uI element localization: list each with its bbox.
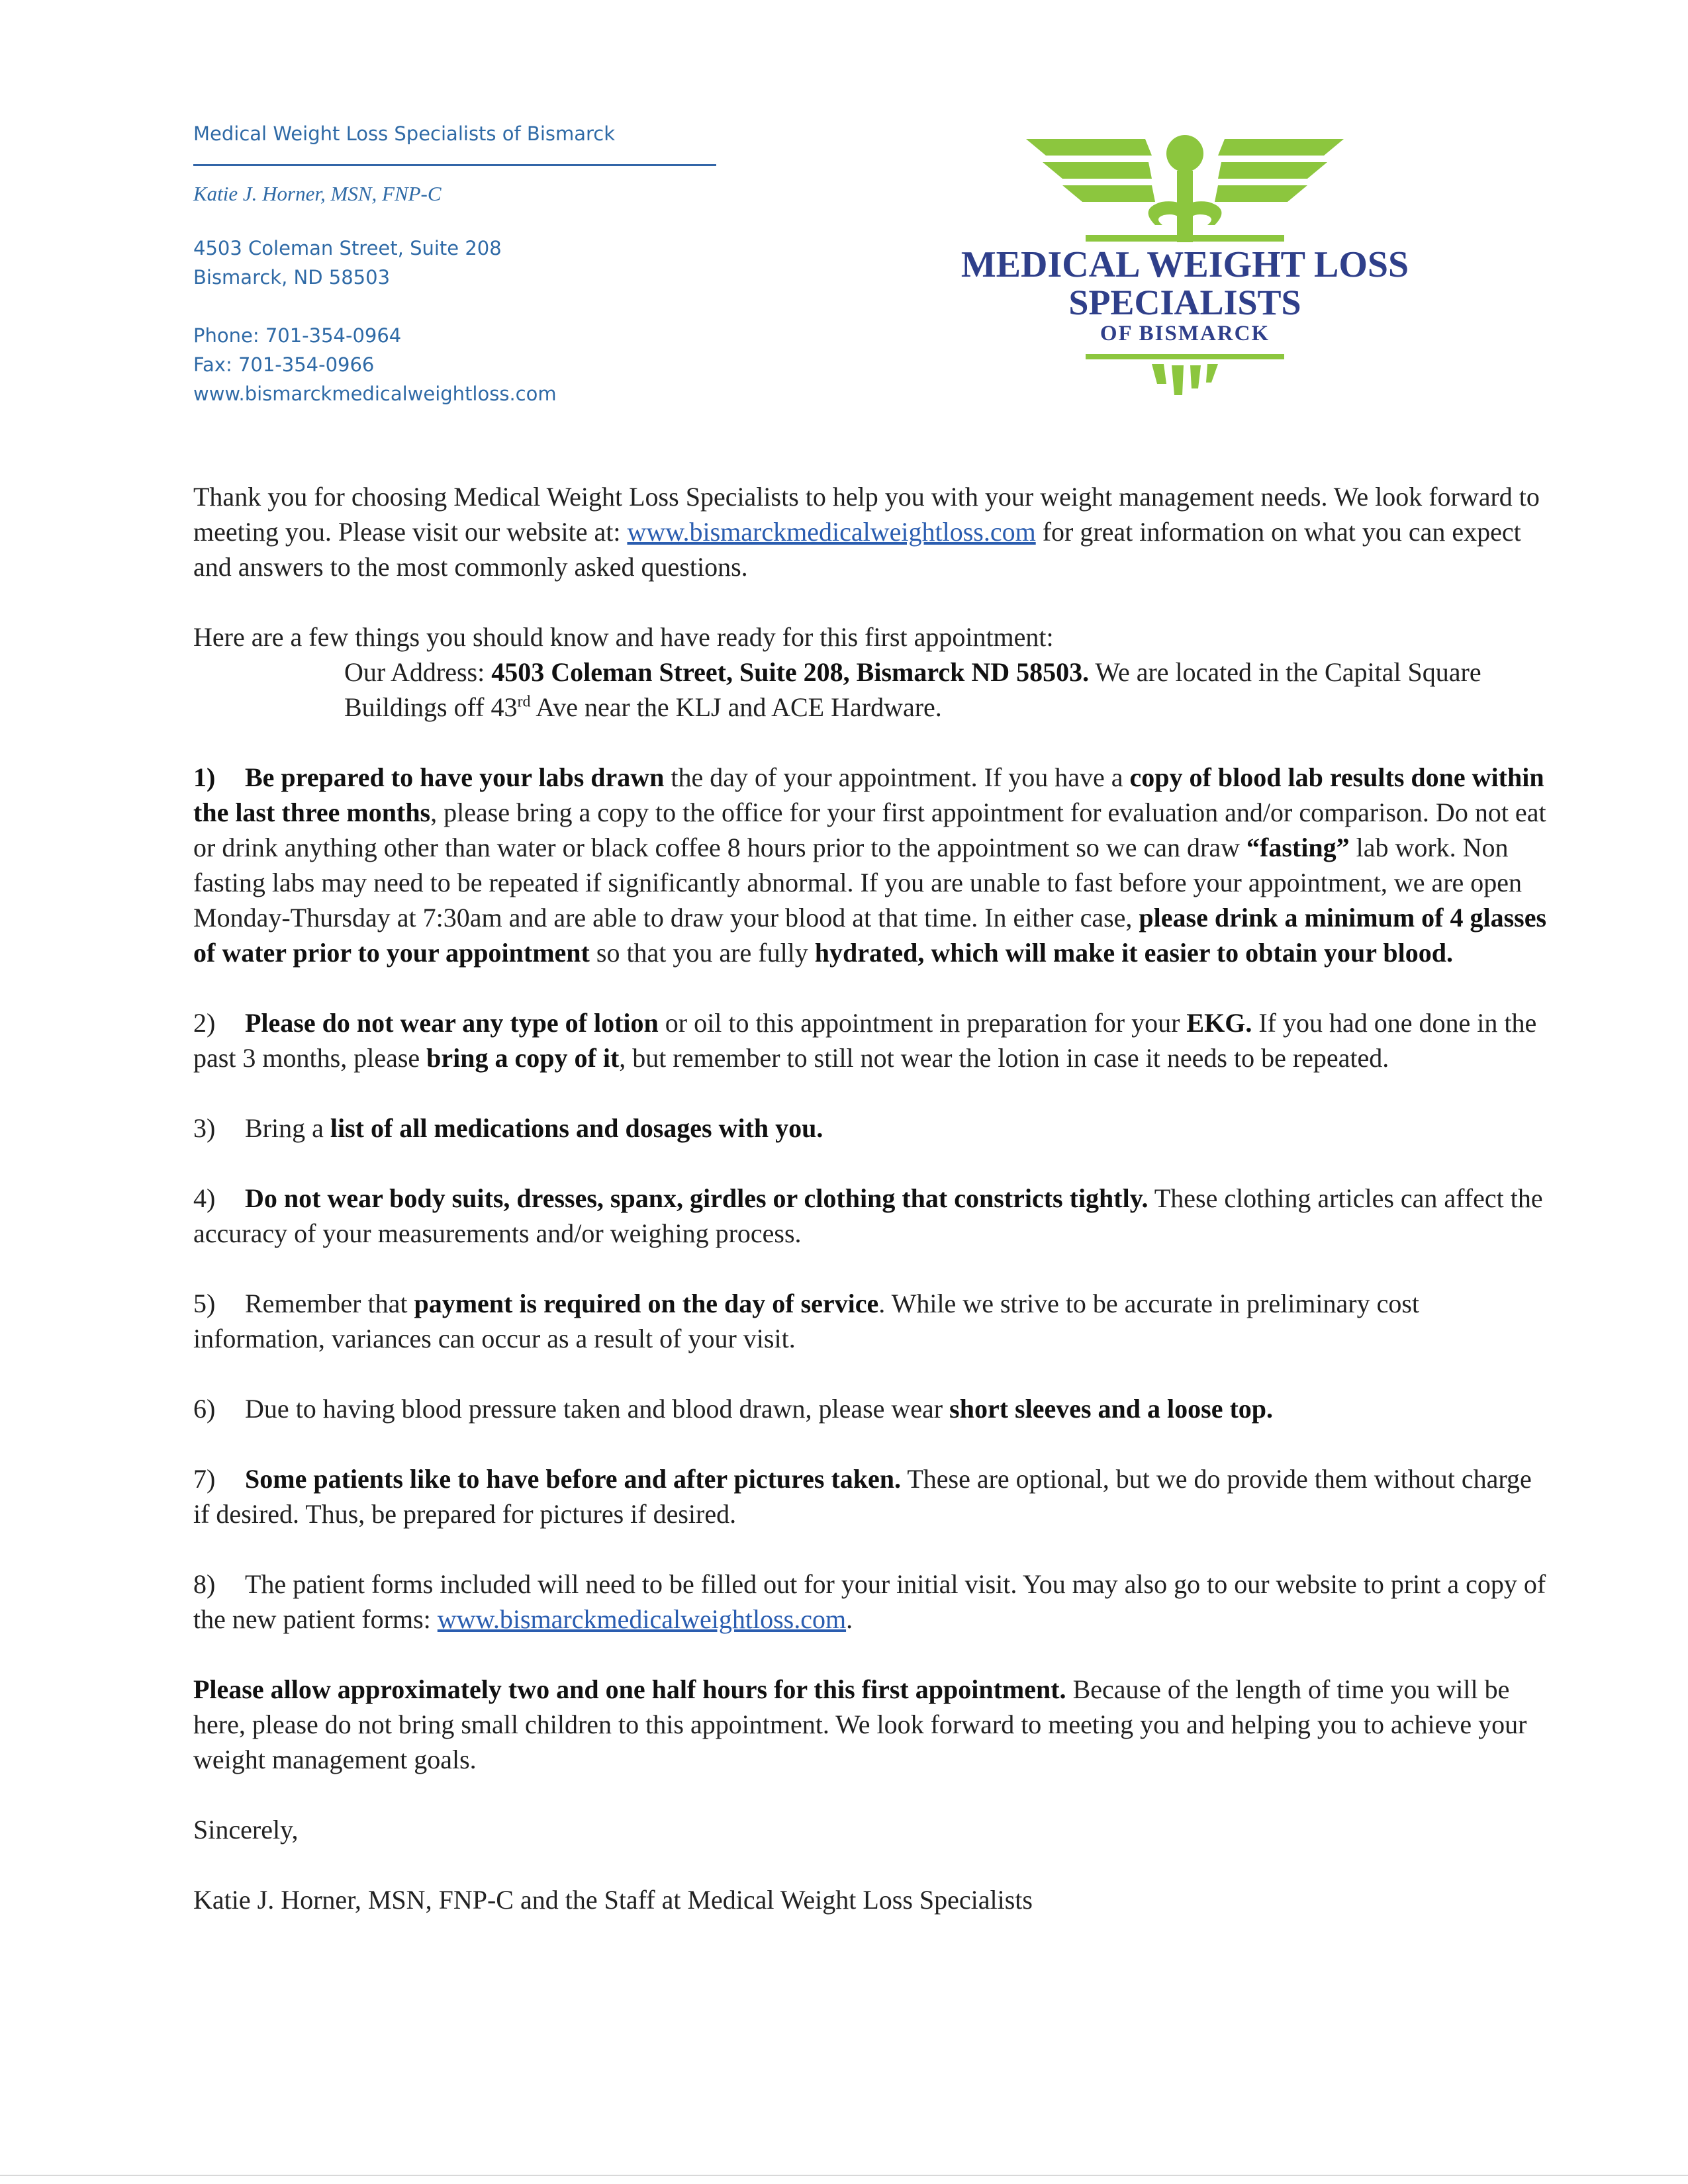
ready-lead: Here are a few things you should know and have ready for this first appointment: bbox=[193, 622, 1054, 652]
logo-line1: MEDICAL WEIGHT LOSS bbox=[961, 244, 1409, 285]
sincerely: Sincerely, bbox=[193, 1815, 299, 1844]
letterhead-contact bbox=[193, 321, 723, 408]
item-bold: bring a copy of it bbox=[426, 1043, 620, 1073]
item-number: 2) bbox=[193, 1008, 216, 1038]
website-link[interactable]: www.bismarckmedicalweightloss.com bbox=[627, 517, 1036, 547]
item-bold: EKG. bbox=[1186, 1008, 1252, 1038]
item-bold: “fasting” bbox=[1246, 833, 1350, 862]
signature: Katie J. Horner, MSN, FNP-C and the Staff at Medical Weight Loss Specialists bbox=[193, 1885, 1033, 1915]
item-number: 6) bbox=[193, 1394, 216, 1424]
closing-text: Because of the length of time you will be here, please do not bring small children to this appointment. We look forward to meeting you and helping you to achieve your weight management goals. bbox=[193, 1674, 1527, 1774]
item-text: lab work. Non fasting labs may need to be repeated if significantly abnormal. If you are unable to fast before your appointment, we are open Monday-Thursday at 7:30am and are able to draw your blood at that time. In either case, bbox=[193, 833, 1523, 933]
item-2 bbox=[193, 1005, 1550, 1075]
logo bbox=[953, 132, 1417, 410]
letter-body bbox=[193, 479, 1550, 1917]
item-number: 4) bbox=[193, 1183, 216, 1213]
address-rest-end: Ave near the KLJ and ACE Hardware. bbox=[530, 692, 942, 722]
item-4 bbox=[193, 1181, 1550, 1251]
item-number: 1) bbox=[193, 762, 216, 792]
item-text: These clothing articles can affect the accuracy of your measurements and/or weighing process. bbox=[193, 1183, 1543, 1248]
item-bold: payment is required on the day of service bbox=[414, 1289, 879, 1318]
item-text: If you had one done in the past 3 months, please bbox=[193, 1008, 1537, 1073]
closing-bold: Please allow approximately two and one half hours for this first appointment. bbox=[193, 1674, 1066, 1704]
item-bold: list of all medications and dosages with you. bbox=[330, 1113, 823, 1143]
item-text: . While we strive to be accurate in preliminary cost information, variances can occur as a result of your visit. bbox=[193, 1289, 1420, 1353]
item-bold: Be prepared to have your labs drawn bbox=[245, 762, 665, 792]
address-rest: We are located in the Capital Square Buildings off 43 bbox=[344, 657, 1481, 722]
item-text: , but remember to still not wear the lotion in case it needs to be repeated. bbox=[619, 1043, 1389, 1073]
item-text: The patient forms included will need to be filled out for your initial visit. You may also go to our website to print a copy of the new patient forms: bbox=[193, 1569, 1546, 1634]
closing-paragraph bbox=[193, 1672, 1550, 1777]
item-text: , please bring a copy to the office for your first appointment for evaluation and/or comparison. Do not eat or drink anything other than water or black coffee 8 hours prior to the appointment so we can draw bbox=[193, 797, 1546, 862]
item-number: 8) bbox=[193, 1569, 216, 1599]
item-text: Remember that bbox=[245, 1289, 414, 1318]
website: www.bismarckmedicalweightloss.com bbox=[193, 383, 557, 405]
item-bold: Please do not wear any type of lotion bbox=[245, 1008, 659, 1038]
address-line1: 4503 Coleman Street, Suite 208 bbox=[193, 237, 502, 259]
address-line2: Bismarck, ND 58503 bbox=[193, 266, 391, 289]
logo-line2: SPECIALISTS bbox=[1068, 283, 1301, 322]
intro-text: Thank you for choosing Medical Weight Loss Specialists to help you with your weight management needs. We look forward to meeting you. Please visit our website at: bbox=[193, 482, 1540, 547]
item-number: 5) bbox=[193, 1289, 216, 1318]
item-text: or oil to this appointment in preparation for your bbox=[658, 1008, 1187, 1038]
item-bold: Do not wear body suits, dresses, spanx, girdles or clothing that constricts tightly. bbox=[245, 1183, 1149, 1213]
address-bold: 4503 Coleman Street, Suite 208, Bismarck ND 58503. bbox=[491, 657, 1090, 687]
forms-link[interactable]: www.bismarckmedicalweightloss.com bbox=[437, 1604, 847, 1634]
letterhead-rule bbox=[193, 164, 716, 166]
letterhead bbox=[193, 119, 723, 408]
item-number: 3) bbox=[193, 1113, 216, 1143]
letterhead-address bbox=[193, 234, 723, 292]
item-8 bbox=[193, 1567, 1550, 1637]
item-number: 7) bbox=[193, 1464, 216, 1494]
item-bold: please drink a minimum of 4 glasses of water prior to your appointment bbox=[193, 903, 1547, 968]
item-bold: copy of blood lab results done within the last three months bbox=[193, 762, 1544, 827]
intro-text-end: for great information on what you can expect and answers to the most commonly asked questions. bbox=[193, 517, 1521, 582]
item-5 bbox=[193, 1286, 1550, 1356]
item-6 bbox=[193, 1391, 1550, 1426]
item-text: These are optional, but we do provide them without charge if desired. Thus, be prepared for pictures if desired. bbox=[193, 1464, 1532, 1529]
address-paragraph bbox=[193, 655, 1550, 725]
item-text: . bbox=[846, 1604, 853, 1634]
item-bold: Some patients like to have before and after pictures taken. bbox=[245, 1464, 902, 1494]
letterhead-name: Katie J. Horner, MSN, FNP-C bbox=[193, 182, 442, 205]
letterhead-org: Medical Weight Loss Specialists of Bismarck bbox=[193, 122, 616, 145]
item-text: the day of your appointment. If you have a bbox=[664, 762, 1130, 792]
address-label: Our Address: bbox=[344, 657, 492, 687]
item-bold: short sleeves and a loose top. bbox=[949, 1394, 1274, 1424]
intro-paragraph bbox=[193, 479, 1550, 584]
item-7 bbox=[193, 1461, 1550, 1531]
item-bold: hydrated, which will make it easier to obtain your blood. bbox=[814, 938, 1453, 968]
phone: Phone: 701-354-0964 bbox=[193, 324, 402, 347]
logo-line3: OF BISMARCK bbox=[1100, 322, 1270, 345]
address-sup: rd bbox=[517, 693, 531, 711]
item-text: Due to having blood pressure taken and blood drawn, please wear bbox=[245, 1394, 950, 1424]
scan-edge-line bbox=[0, 2175, 1688, 2176]
item-text: so that you are fully bbox=[589, 938, 815, 968]
item-text: Bring a bbox=[245, 1113, 330, 1143]
fax: Fax: 701-354-0966 bbox=[193, 353, 375, 376]
item-1 bbox=[193, 760, 1550, 970]
item-3 bbox=[193, 1111, 1550, 1146]
